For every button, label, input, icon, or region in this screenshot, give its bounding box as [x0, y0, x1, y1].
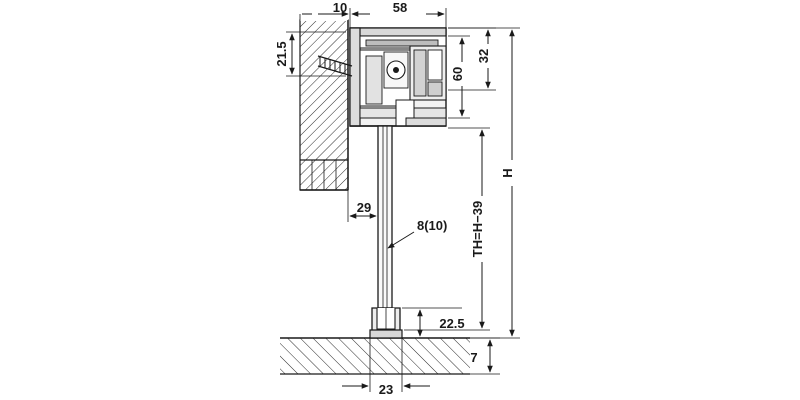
track-housing	[350, 28, 446, 126]
dim-label-h: H	[500, 168, 515, 178]
dim-label-60: 60	[450, 66, 465, 82]
dim-label-29: 29	[356, 200, 372, 215]
floor-section	[280, 338, 470, 374]
dim-label-7: 7	[470, 350, 478, 365]
dim-label-8-10: 8(10)	[417, 218, 448, 233]
dim-label-10: 10	[332, 0, 348, 15]
dim-label-22-5: 22.5	[439, 316, 465, 331]
bottom-guide-profile	[370, 308, 402, 338]
door-panel	[378, 126, 392, 308]
dim-label-th: TH=H−39	[470, 200, 485, 258]
dim-label-58: 58	[392, 0, 408, 15]
dim-label-21-5: 21.5	[274, 41, 289, 67]
wall-section	[300, 18, 348, 190]
dim-label-23: 23	[378, 382, 394, 397]
dim-label-32: 32	[476, 48, 491, 64]
